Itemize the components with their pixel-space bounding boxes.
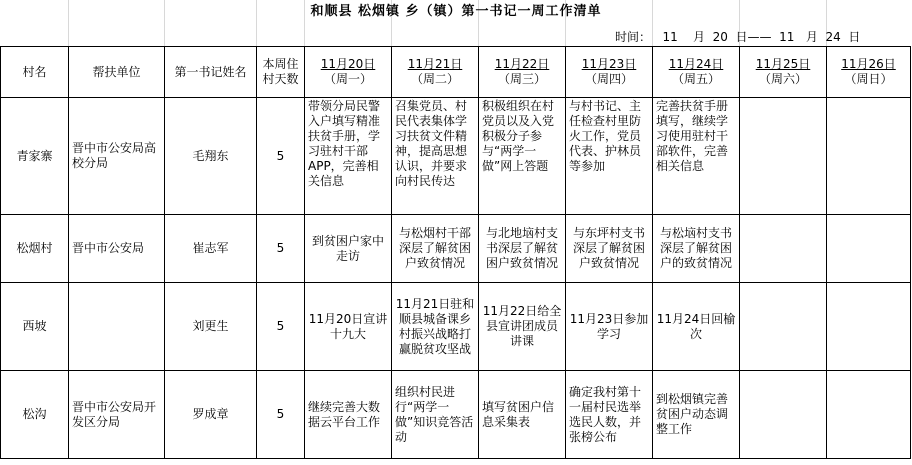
work-cell: 确定我村第十一届村民选举选民人数，并张榜公布: [566, 371, 653, 459]
header-day-wed: [479, 47, 566, 98]
work-cell: 与村书记、主任检查村里防火工作，党员代表、护林员等参加: [566, 98, 653, 215]
day-date: 11月26日: [841, 57, 896, 71]
work-cell: 11月21日驻和顺县城备课乡村振兴战略打赢脱贫攻坚战: [392, 283, 479, 371]
header-day-fri: [653, 47, 740, 98]
work-cell: 继续完善大数据云平台工作: [305, 371, 392, 459]
work-cell: 组织村民进行“两学一做”知识竞答活动: [392, 371, 479, 459]
day-date: 11月23日: [581, 57, 637, 71]
village-cell: 西坡: [1, 283, 69, 371]
work-cell: 带领分局民警入户填写精准扶贫手册，学习驻村干部APP，完善相关信息: [305, 98, 392, 215]
table-row: [1, 98, 911, 215]
work-cell: 与松垴村支书深层了解贫困户的致贫情况: [653, 215, 740, 283]
work-cell: [740, 215, 827, 283]
day-date: 11月20日: [320, 57, 376, 71]
work-cell: 与东坪村支书深层了解贫困户致贫情况: [566, 215, 653, 283]
unit-cell: 晋中市公安局开发区分局: [69, 371, 165, 459]
secretary-cell: 毛翔东: [165, 98, 257, 215]
time-range: 时间： 11 月 20 日—— 11 月 24 日: [615, 30, 861, 44]
header-row: [1, 47, 911, 98]
work-cell: 与松烟村干部深层了解贫困户致贫情况: [392, 215, 479, 283]
work-cell: 11月20日宣讲十九大: [305, 283, 392, 371]
work-table: [0, 46, 911, 459]
secretary-cell: 崔志军: [165, 215, 257, 283]
header-days: 本周住村天数: [257, 47, 305, 98]
days-cell: 5: [257, 215, 305, 283]
day-weekday: （周一）: [323, 72, 372, 86]
day-weekday: （周日）: [844, 72, 893, 86]
header-day-thu: [566, 47, 653, 98]
header-village: 村名: [1, 47, 69, 98]
days-cell: 5: [257, 98, 305, 215]
day-weekday: （周二）: [410, 72, 459, 86]
table-row: [1, 215, 911, 283]
village-cell: 青家寨: [1, 98, 69, 215]
table-row: [1, 283, 911, 371]
unit-cell: 晋中市公安局: [69, 215, 165, 283]
work-cell: [827, 215, 911, 283]
unit-cell: [69, 283, 165, 371]
work-cell: [827, 283, 911, 371]
table-row: [1, 371, 911, 459]
header-unit: 帮扶单位: [69, 47, 165, 98]
work-cell: [740, 98, 827, 215]
unit-cell: 晋中市公安局高校分局: [69, 98, 165, 215]
secretary-cell: 罗成章: [165, 371, 257, 459]
header-day-tue: [392, 47, 479, 98]
header-day-sun: [827, 47, 911, 98]
work-cell: 填写贫困户信息采集表: [479, 371, 566, 459]
work-cell: 11月22日给全县宣讲团成员讲课: [479, 283, 566, 371]
days-cell: 5: [257, 283, 305, 371]
secretary-cell: 刘更生: [165, 283, 257, 371]
work-cell: 召集党员、村民代表集体学习扶贫文件精神，提高思想认识，并要求向村民传达: [392, 98, 479, 215]
work-cell: [827, 98, 911, 215]
day-date: 11月25日: [755, 57, 811, 71]
work-cell: 到松烟镇完善贫困户动态调整工作: [653, 371, 740, 459]
sheet-title: 和顺县 松烟镇 乡（镇）第一书记一周工作清单: [310, 4, 602, 19]
work-cell: [740, 371, 827, 459]
day-weekday: （周六）: [758, 72, 807, 86]
time-row: [0, 24, 912, 46]
day-weekday: （周四）: [584, 72, 633, 86]
day-date: 11月22日: [494, 57, 550, 71]
work-cell: 积极组织在村党员以及入党积极分子参与“两学一做”网上答题: [479, 98, 566, 215]
header-day-mon: [305, 47, 392, 98]
work-cell: [740, 283, 827, 371]
day-date: 11月24日: [668, 57, 724, 71]
header-day-sat: [740, 47, 827, 98]
day-weekday: （周三）: [497, 72, 546, 86]
work-cell: [827, 371, 911, 459]
village-cell: 松沟: [1, 371, 69, 459]
work-cell: 11月24日回榆次: [653, 283, 740, 371]
days-cell: 5: [257, 371, 305, 459]
day-weekday: （周五）: [671, 72, 720, 86]
village-cell: 松烟村: [1, 215, 69, 283]
header-secretary: 第一书记姓名: [165, 47, 257, 98]
work-cell: 与北地垴村支书深层了解贫困户致贫情况: [479, 215, 566, 283]
day-date: 11月21日: [407, 57, 463, 71]
work-cell: 11月23日参加学习: [566, 283, 653, 371]
work-cell: 到贫困户家中走访: [305, 215, 392, 283]
work-cell: 完善扶贫手册填写，继续学习使用驻村干部软件，完善相关信息: [653, 98, 740, 215]
